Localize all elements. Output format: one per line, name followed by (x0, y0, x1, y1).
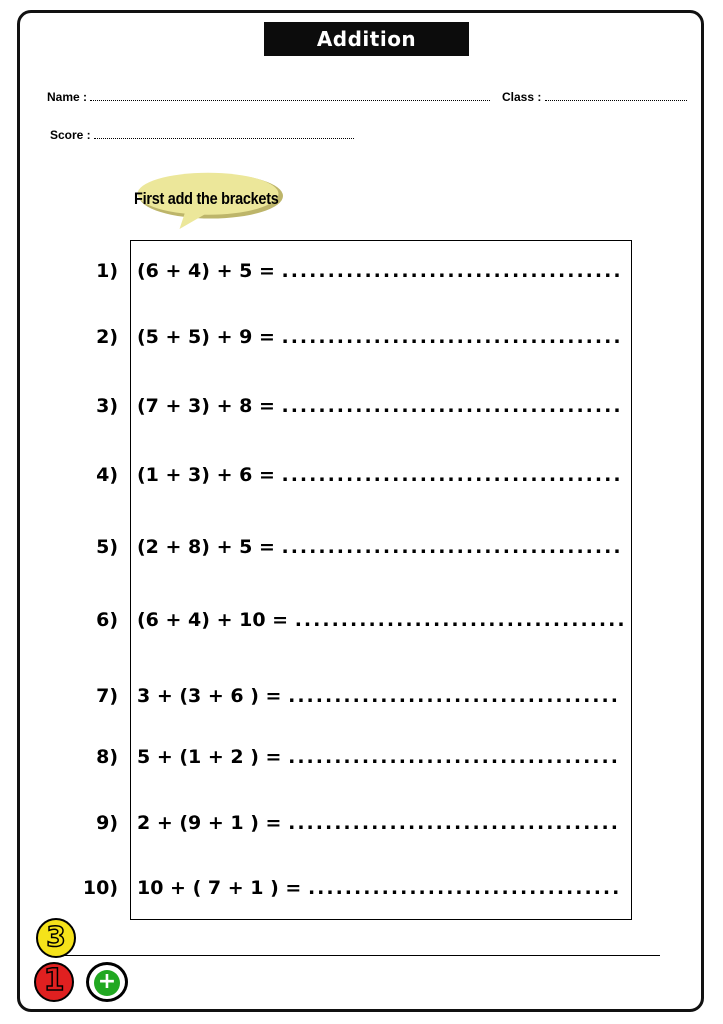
badge-1: 1 (34, 962, 74, 1002)
answer-blank[interactable]: ..................................... (281, 464, 623, 486)
score-label: Score : (50, 128, 91, 142)
plus-icon: + (94, 970, 120, 996)
exercise-row (137, 812, 620, 834)
exercise-number: 3) (96, 395, 118, 417)
exercise-expression: (6 + 4) + 10 = (137, 609, 289, 631)
exercise-row (137, 395, 623, 417)
exercise-expression: (1 + 3) + 6 = (137, 464, 275, 486)
exercise-number: 10) (82, 877, 118, 899)
answer-blank[interactable]: ..................................... (281, 395, 623, 417)
exercise-row (137, 260, 623, 282)
bubble-text: First add the brackets (134, 189, 279, 208)
exercise-row (137, 464, 623, 486)
exercise-number: 1) (96, 260, 118, 282)
exercise-number: 2) (96, 326, 118, 348)
exercise-row (137, 685, 620, 707)
exercise-row (137, 609, 627, 631)
exercise-expression: (7 + 3) + 8 = (137, 395, 275, 417)
exercise-expression: 10 + ( 7 + 1 ) = (137, 877, 302, 899)
exercise-row (137, 746, 620, 768)
exercise-row (137, 326, 623, 348)
bottom-rule (60, 955, 660, 956)
exercise-expression: (5 + 5) + 9 = (137, 326, 275, 348)
exercise-expression: (6 + 4) + 5 = (137, 260, 275, 282)
exercise-expression: 2 + (9 + 1 ) = (137, 812, 282, 834)
class-field[interactable] (502, 90, 687, 104)
exercise-row (137, 536, 623, 558)
exercise-number: 8) (96, 746, 118, 768)
worksheet-title: Addition exercises (264, 22, 469, 56)
name-label: Name : (47, 90, 88, 104)
answer-blank[interactable]: ..................................... (281, 260, 623, 282)
score-field[interactable] (50, 128, 354, 142)
class-label: Class : (502, 90, 542, 104)
exercise-number: 5) (96, 536, 118, 558)
exercise-number: 9) (96, 812, 118, 834)
plus-icon-badge (86, 962, 128, 1002)
name-blank[interactable] (90, 90, 490, 101)
score-blank[interactable] (94, 128, 354, 139)
answer-blank[interactable]: .................................. (307, 877, 622, 899)
answer-blank[interactable]: .................................... (294, 609, 627, 631)
exercise-expression: (2 + 8) + 5 = (137, 536, 275, 558)
exercise-expression: 3 + (3 + 6 ) = (137, 685, 282, 707)
exercise-expression: 5 + (1 + 2 ) = (137, 746, 282, 768)
answer-blank[interactable]: ..................................... (281, 326, 623, 348)
exercise-row (137, 877, 621, 899)
answer-blank[interactable]: .................................... (288, 685, 620, 707)
exercise-number: 7) (96, 685, 118, 707)
badge-3: 3 (36, 918, 76, 958)
exercise-number: 4) (96, 464, 118, 486)
name-field[interactable] (47, 90, 490, 104)
exercise-number: 6) (96, 609, 118, 631)
answer-blank[interactable]: .................................... (288, 812, 620, 834)
answer-blank[interactable]: ..................................... (281, 536, 623, 558)
class-blank[interactable] (545, 90, 687, 101)
answer-blank[interactable]: .................................... (288, 746, 620, 768)
